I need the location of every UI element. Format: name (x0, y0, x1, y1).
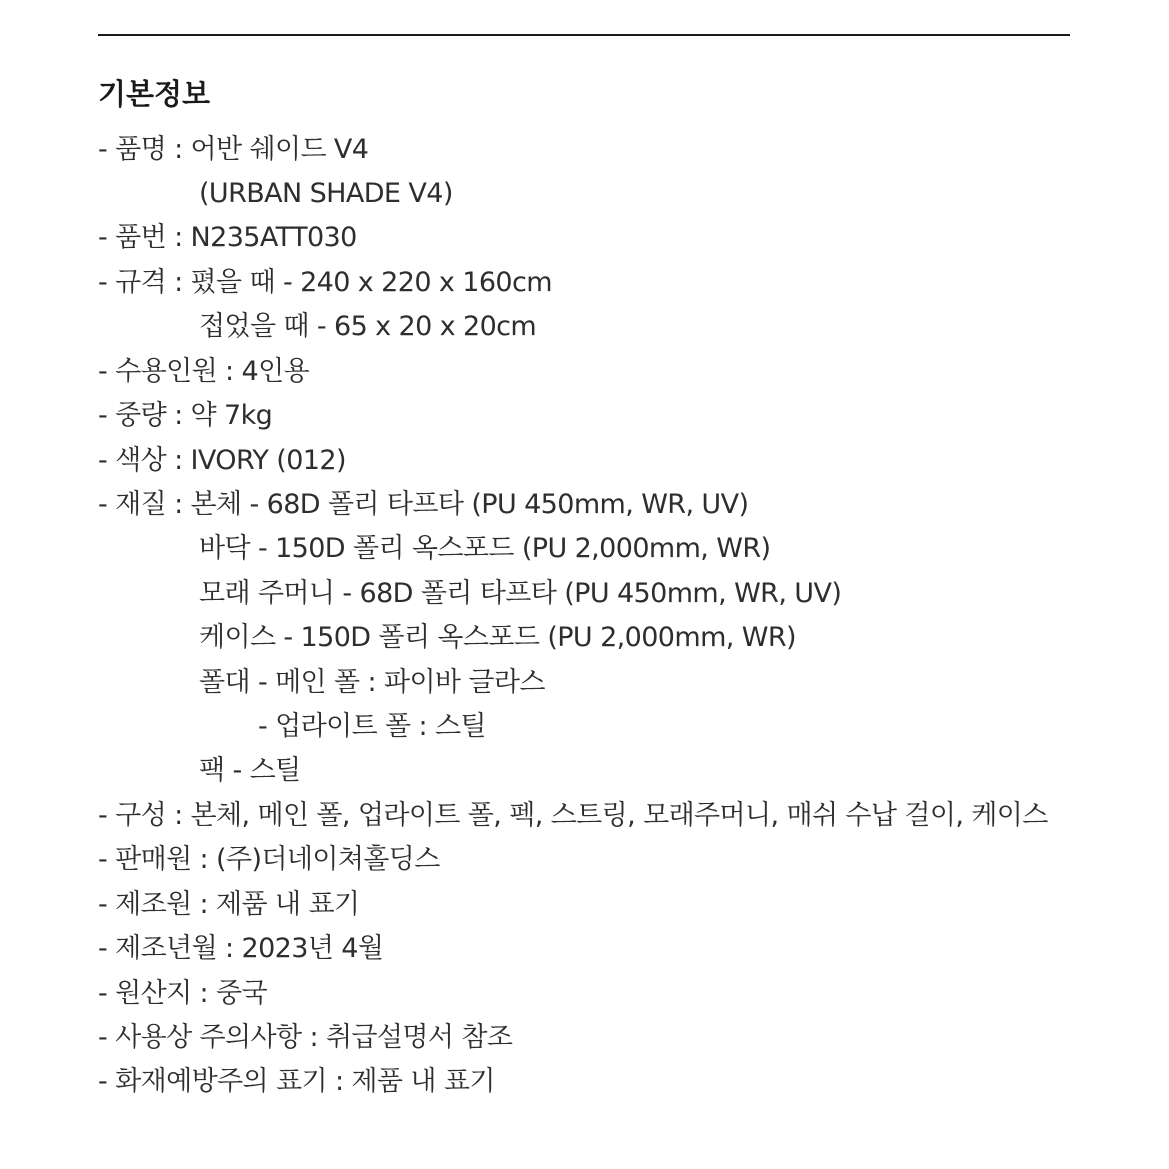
spec-line-product-name-en: (URBAN SHADE V4) (199, 178, 453, 209)
spec-line-product-code: - 품번 : N235ATT030 (98, 222, 357, 253)
spec-line-material-floor: 바닥 - 150D 폴리 옥스포드 (PU 2,000mm, WR) (199, 533, 771, 564)
section-title: 기본정보 (98, 77, 211, 111)
spec-line-fire-warning: - 화재예방주의 표기 : 제품 내 표기 (98, 1066, 495, 1097)
spec-line-material-body: - 재질 : 본체 - 68D 폴리 타프타 (PU 450mm, WR, UV) (98, 489, 749, 520)
spec-line-product-name: - 품명 : 어반 쉐이드 V4 (98, 134, 369, 165)
spec-line-size-open: - 규격 : 폈을 때 - 240 x 220 x 160cm (98, 267, 552, 298)
spec-line-size-folded: 접었을 때 - 65 x 20 x 20cm (199, 311, 537, 342)
spec-line-origin: - 원산지 : 중국 (98, 978, 267, 1009)
spec-line-seller: - 판매원 : (주)더네이쳐홀딩스 (98, 844, 440, 875)
spec-line-color: - 색상 : IVORY (012) (98, 445, 346, 476)
spec-line-material-upright-pole: - 업라이트 폴 : 스틸 (258, 711, 486, 742)
top-divider (98, 34, 1070, 36)
spec-line-material-sandbag: 모래 주머니 - 68D 폴리 타프타 (PU 450mm, WR, UV) (199, 578, 842, 609)
spec-line-components: - 구성 : 본체, 메인 폴, 업라이트 폴, 펙, 스트링, 모래주머니, 매쉬 수납 걸이, 케이스 (98, 800, 1048, 831)
spec-line-material-case: 케이스 - 150D 폴리 옥스포드 (PU 2,000mm, WR) (199, 622, 796, 653)
spec-line-manufacturer: - 제조원 : 제품 내 표기 (98, 889, 360, 920)
spec-line-caution: - 사용상 주의사항 : 취급설명서 참조 (98, 1022, 513, 1053)
spec-line-weight: - 중량 : 약 7kg (98, 400, 273, 431)
spec-line-material-main-pole: 폴대 - 메인 폴 : 파이바 글라스 (199, 667, 545, 698)
spec-line-material-peg: 팩 - 스틸 (199, 755, 301, 786)
spec-line-manufacture-date: - 제조년월 : 2023년 4월 (98, 933, 384, 964)
spec-line-capacity: - 수용인원 : 4인용 (98, 356, 310, 387)
